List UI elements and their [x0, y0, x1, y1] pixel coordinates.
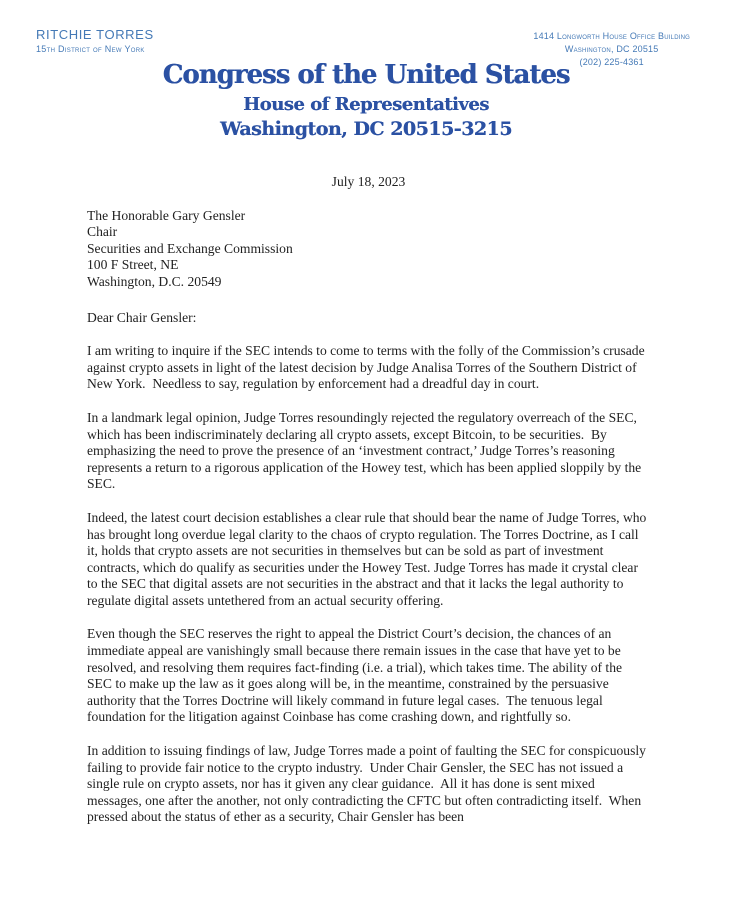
recipient-street: 100 F Street, NE — [87, 257, 179, 273]
member-name: RITCHIE TORRES — [36, 27, 154, 42]
recipient-name: The Honorable Gary Gensler — [87, 207, 246, 223]
recipient-organization: Securities and Exchange Commission — [87, 240, 293, 256]
paragraph-4: Even though the SEC reserves the right to appeal the District Court’s decision, the chances of an immediate appeal are vanishingly small because there remain issues in the case that have yet to be resolved, and resolving them requires fact-finding (i.e. a trial), which takes time. The ability of the SEC to make up the law as it goes along will be, in the meantime, constrained by the persuasive authority that the Torres Doctrine will likely command in future legal cases. The tenuous legal foundation for the litigation against Coinbase has come crashing down, and rightfully so. — [87, 626, 626, 725]
office-address-line1: 1414 Longworth House Office Building — [533, 31, 690, 41]
paragraph-2: In a landmark legal opinion, Judge Torres resoundingly rejected the regulatory overreach of the SEC, which has been indiscriminately declaring all crypto assets, except Bitcoin, to be securities. By emphasizing the need to prove the presence of an ‘investment contract,’ Judge Torres’s reasoning represents a return to a rigorous application of the Howey test, which has been applied sloppily by the SEC. — [87, 409, 645, 492]
washington-subtitle: Washington, DC 20515-3215 — [220, 118, 512, 140]
letter-content — [87, 0, 650, 843]
salutation: Dear Chair Gensler: — [87, 309, 197, 325]
congress-title: Congress of the United States — [162, 60, 570, 90]
paragraph-1: I am writing to inquire if the SEC intends to come to terms with the folly of the Commission’s crusade against crypto assets in light of the latest decision by Judge Analisa Torres of the Southern District of New York. Needless to say, regulation by enforcement had a dreadful day in court. — [87, 343, 649, 392]
recipient-title: Chair — [87, 224, 118, 240]
office-phone: (202) 225-4361 — [579, 57, 644, 68]
paragraph-3: Indeed, the latest court decision establishes a clear rule that should bear the name of Judge Torres, who has brought long overdue legal clarity to the chaos of crypto regulation. The Torres Doctrine, as I call it, holds that crypto assets are not securities in themselves but can be sold as part of investment contracts, which do qualify as securities under the Howey Test. Judge Torres has made it crystal clear to the SEC that digital assets are not securities in the abstract and that it lacks the legal authority to regulate digital assets untethered from an actual security offering. — [87, 509, 650, 608]
office-address-line2: Washington, DC 20515 — [564, 44, 659, 55]
member-district: 15th District of New York — [36, 44, 145, 54]
recipient-block — [87, 208, 650, 291]
paragraph-5: In addition to issuing findings of law, Judge Torres made a point of faulting the SEC for conspicuously failing to provide fair notice to the crypto industry. Under Chair Gensler, the SEC has not issued a single rule on crypto assets, nor has it given any clear guidance. All it has done is sent mixed messages, one after the another, not only contradicting the CFTC but often contradicting itself. When pressed about the status of ether as a security, Chair Gensler has been — [87, 743, 650, 825]
recipient-city: Washington, D.C. 20549 — [87, 273, 222, 289]
house-subtitle: House of Representatives — [243, 94, 489, 115]
letter-date: July 18, 2023 — [331, 174, 406, 189]
letter-body — [87, 343, 650, 826]
